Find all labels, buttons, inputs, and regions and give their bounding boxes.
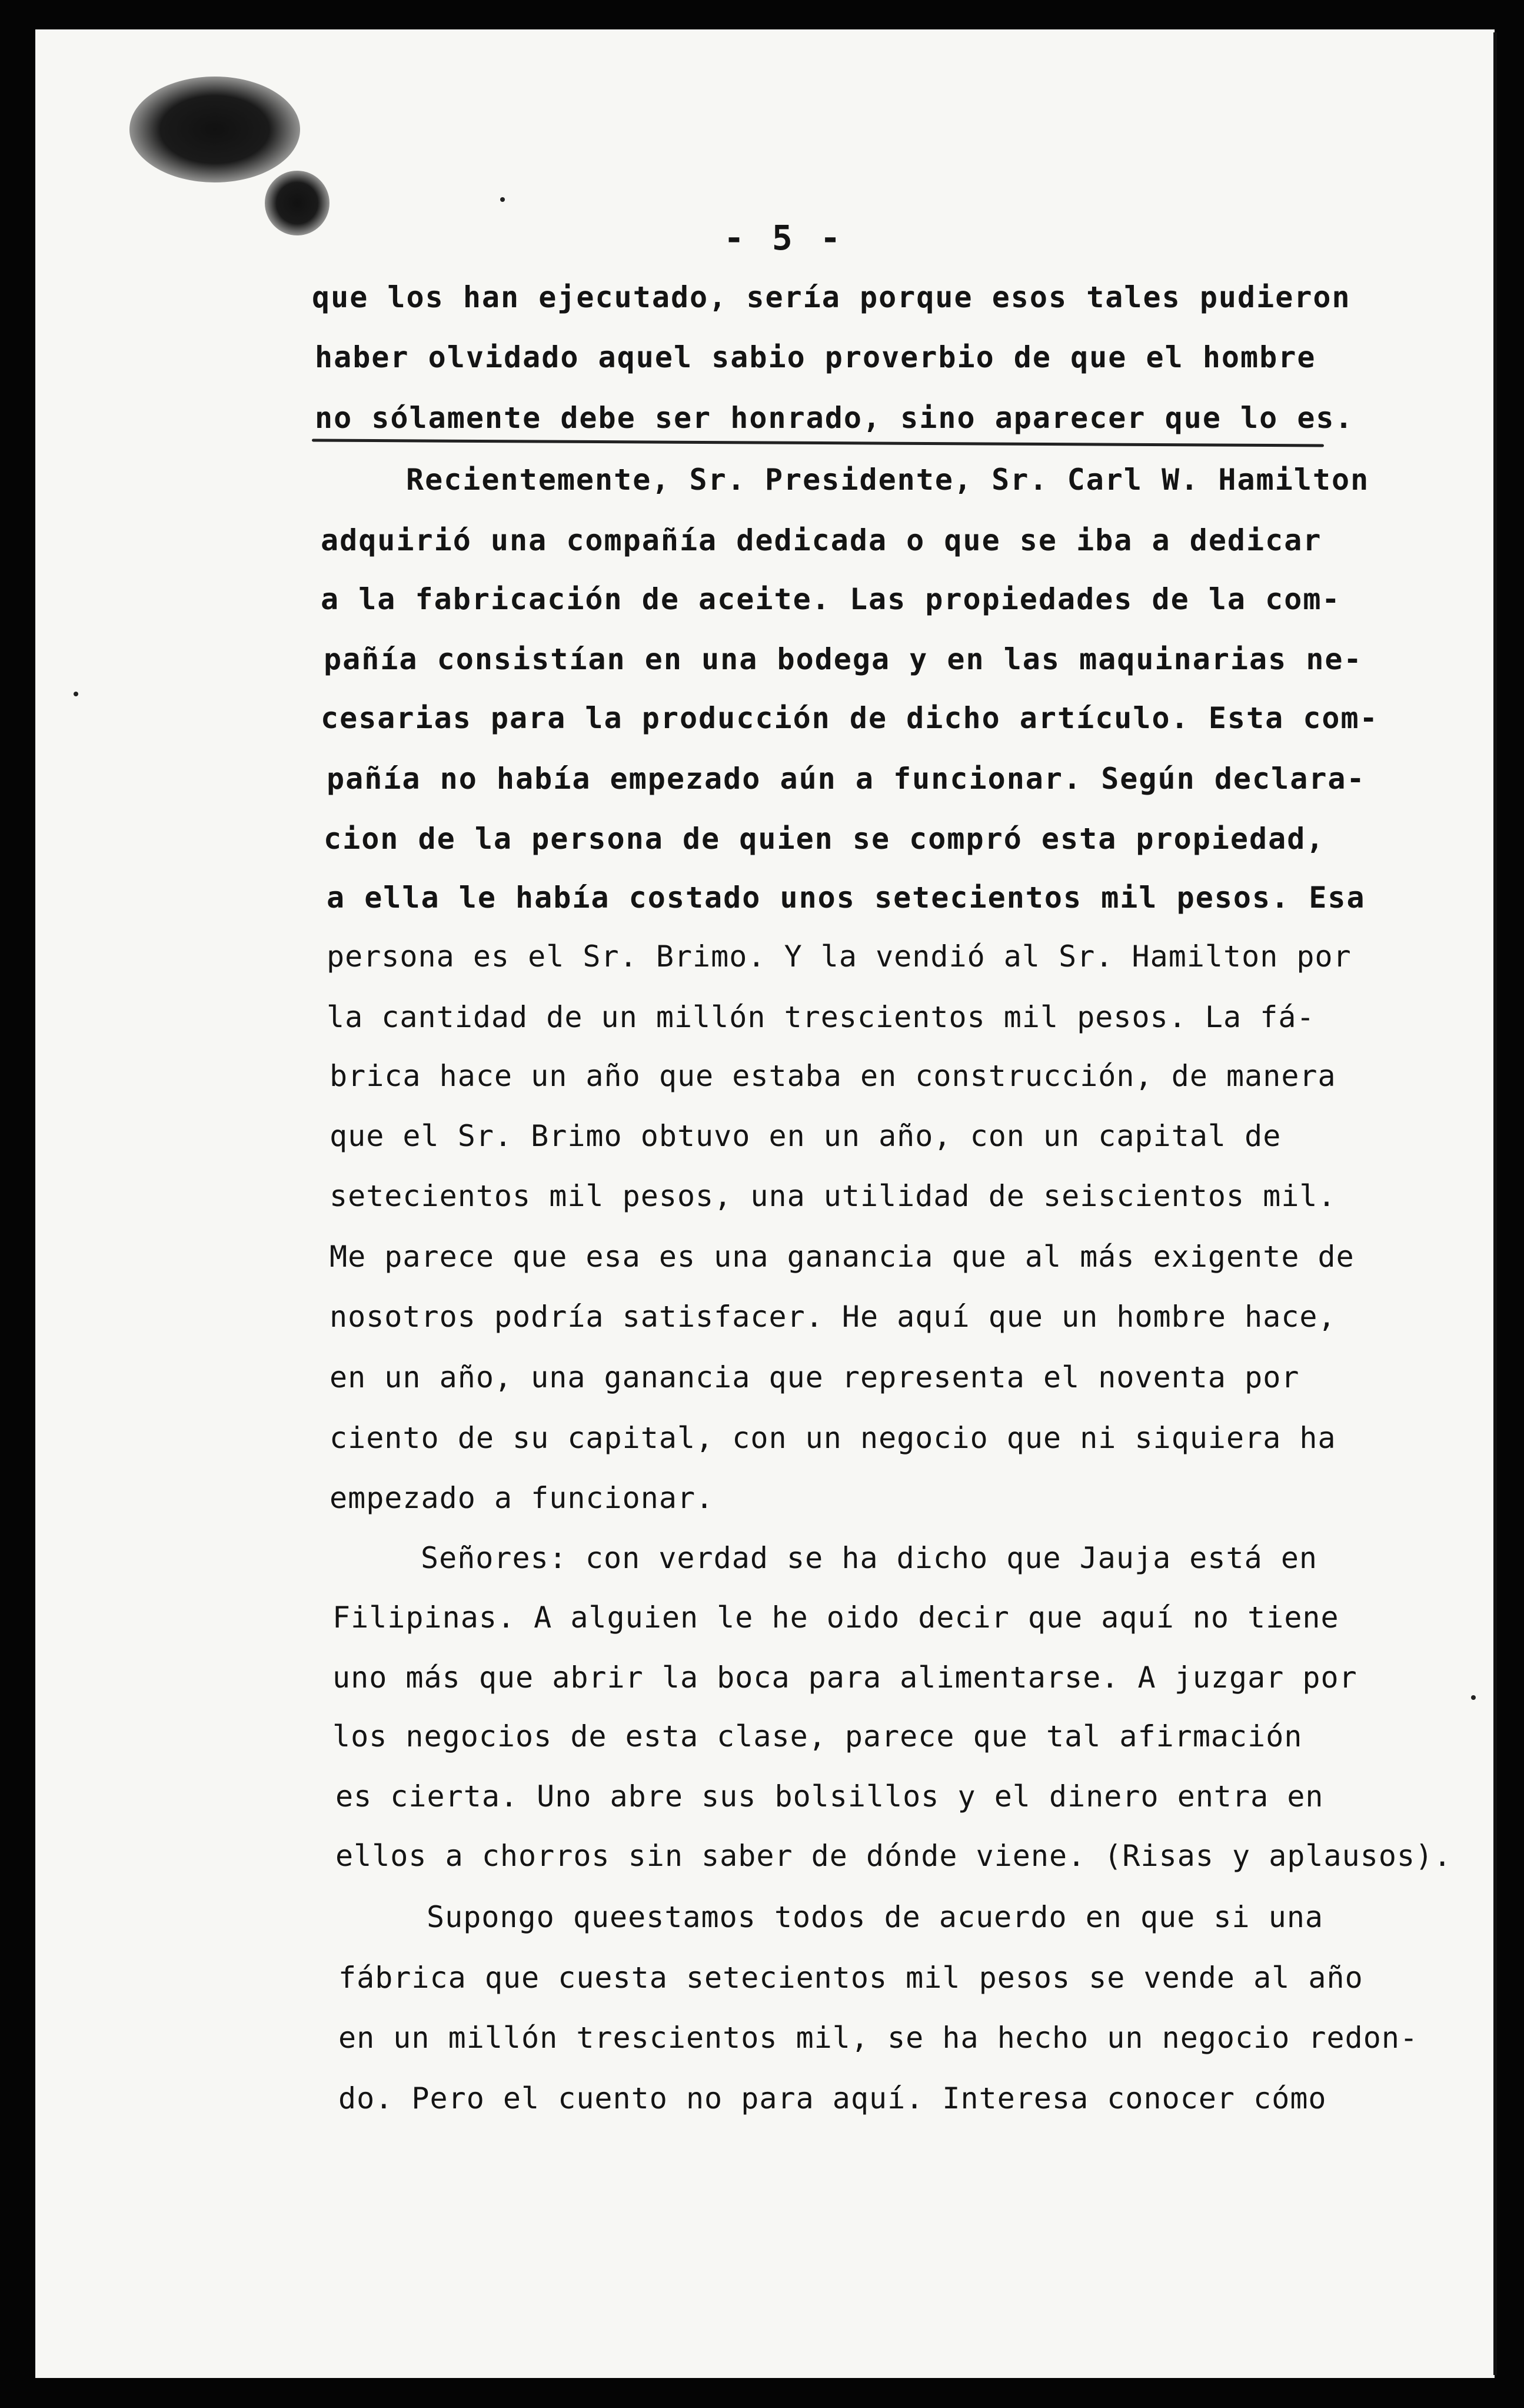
text-line: a ella le había costado unos setecientos mil pesos. Esa: [327, 881, 1366, 915]
underline-mark: [312, 439, 1324, 447]
text-line: es cierta. Uno abre sus bolsillos y el dinero entra en: [335, 1779, 1324, 1814]
text-line: do. Pero el cuento no para aquí. Interesa conocer cómo: [338, 2081, 1327, 2115]
text-line: no sólamente debe ser honrado, sino aparecer que lo es.: [315, 401, 1354, 435]
text-line: Señores: con verdad se ha dicho que Jauja está en: [421, 1541, 1318, 1575]
paper-speck: [1471, 1695, 1476, 1700]
text-line: Recientemente, Sr. Presidente, Sr. Carl W. Hamilton: [406, 463, 1370, 497]
text-line: los negocios de esta clase, parece que tal afirmación: [332, 1719, 1303, 1753]
text-line: brica hace un año que estaba en construcción, de manera: [330, 1059, 1336, 1093]
text-line: a la fabricación de aceite. Las propiedades de la com-: [321, 582, 1341, 616]
text-line: haber olvidado aquel sabio proverbio de que el hombre: [315, 340, 1316, 374]
text-line: Filipinas. A alguien le he oido decir que aquí no tiene: [332, 1600, 1339, 1635]
text-line: empezado a funcionar.: [330, 1481, 714, 1515]
text-line: nosotros podría satisfacer. He aquí que un hombre hace,: [330, 1300, 1336, 1334]
paper-speck: [500, 197, 505, 202]
text-line: setecientos mil pesos, una utilidad de seiscientos mil.: [330, 1179, 1336, 1213]
page-number: - 5 -: [724, 218, 844, 258]
text-line: Supongo queestamos todos de acuerdo en que si una: [427, 1900, 1324, 1934]
text-line: fábrica que cuesta setecientos mil pesos se vende al año: [338, 1961, 1363, 1995]
text-line: que el Sr. Brimo obtuvo en un año, con un capital de: [330, 1119, 1282, 1153]
text-line: en un millón trescientos mil, se ha hecho un negocio redon-: [338, 2021, 1419, 2055]
text-line: pañía no había empezado aún a funcionar. Según declara-: [327, 762, 1366, 796]
text-line: adquirió una compañía dedicada o que se iba a dedicar: [321, 523, 1322, 557]
text-line: cesarias para la producción de dicho artículo. Esta com-: [321, 701, 1379, 735]
paper-speck: [74, 692, 78, 696]
text-line: ellos a chorros sin saber de dónde viene. (Risas y aplausos).: [335, 1839, 1452, 1873]
text-line: ciento de su capital, con un negocio que ni siquiera ha: [330, 1421, 1336, 1455]
text-line: que los han ejecutado, sería porque esos tales pudieron: [312, 280, 1351, 314]
text-line: uno más que abrir la boca para alimentarse. A juzgar por: [332, 1660, 1357, 1695]
text-line: persona es el Sr. Brimo. Y la vendió al Sr. Hamilton por: [327, 939, 1352, 974]
text-line: Me parece que esa es una ganancia que al más exigente de: [330, 1240, 1355, 1274]
text-line: cion de la persona de quien se compró esta propiedad,: [324, 822, 1325, 856]
text-line: pañía consistían en una bodega y en las maquinarias ne-: [324, 642, 1363, 676]
text-line: en un año, una ganancia que representa el noventa por: [330, 1360, 1300, 1394]
text-line: la cantidad de un millón trescientos mil pesos. La fá-: [327, 1000, 1315, 1034]
